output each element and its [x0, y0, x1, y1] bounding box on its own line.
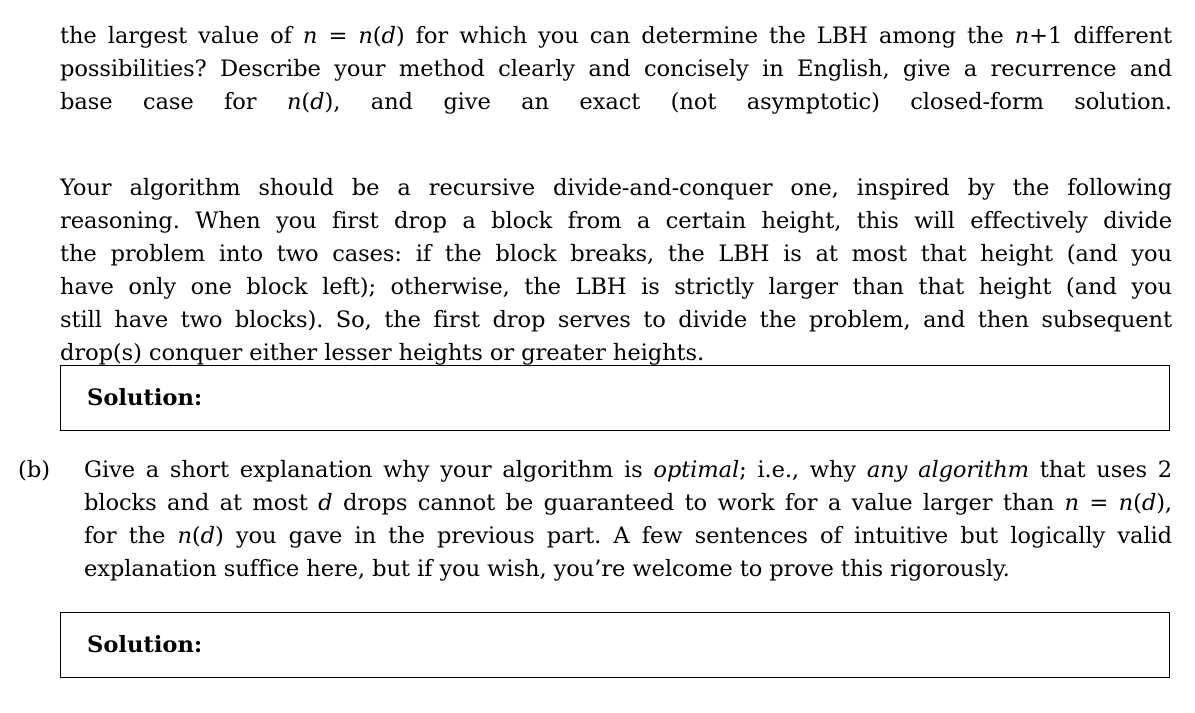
- text-line: base case for n(d), and give an exact (not asymptotic) closed-form solution.: [60, 89, 1172, 115]
- text-line: explanation suffice here, but if you wish, you’re welcome to prove this rigorously.: [84, 556, 1010, 582]
- solution-label: Solution:: [87, 385, 203, 411]
- part-b-text: [84, 454, 1172, 586]
- text-line: still have two blocks). So, the first drop serves to divide the problem, and then subsequent: [60, 307, 1172, 333]
- solution-box-part-b[interactable]: [60, 612, 1170, 678]
- part-b-label: (b): [18, 457, 51, 483]
- text-line: Your algorithm should be a recursive divide-and-conquer one, inspired by the following: [60, 175, 1172, 201]
- text-line: the largest value of n = n(d) for which you can determine the LBH among the n+1 different: [60, 23, 1173, 49]
- text-line: reasoning. When you first drop a block from a certain height, this will effectively divide: [60, 208, 1172, 234]
- text-line: Give a short explanation why your algorithm is optimal; i.e., why any algorithm that uses 2: [84, 457, 1172, 483]
- text-line: have only one block left); otherwise, the LBH is strictly larger than that height (and you: [60, 274, 1172, 300]
- solution-box-part-a[interactable]: [60, 365, 1170, 431]
- text-line: blocks and at most d drops cannot be guaranteed to work for a value larger than n = n(d),: [84, 490, 1172, 516]
- text-line: possibilities? Describe your method clearly and concisely in English, give a recurrence and: [60, 56, 1172, 82]
- text-line: for the n(d) you gave in the previous part. A few sentences of intuitive but logically valid: [84, 523, 1172, 549]
- text-line: drop(s) conquer either lesser heights or greater heights.: [60, 340, 705, 366]
- text-line: the problem into two cases: if the block breaks, the LBH is at most that height (and you: [60, 241, 1172, 267]
- solution-label: Solution:: [87, 632, 203, 658]
- paragraph-part-a-continuation: [60, 20, 1172, 119]
- paragraph-algorithm-hint: [60, 172, 1172, 370]
